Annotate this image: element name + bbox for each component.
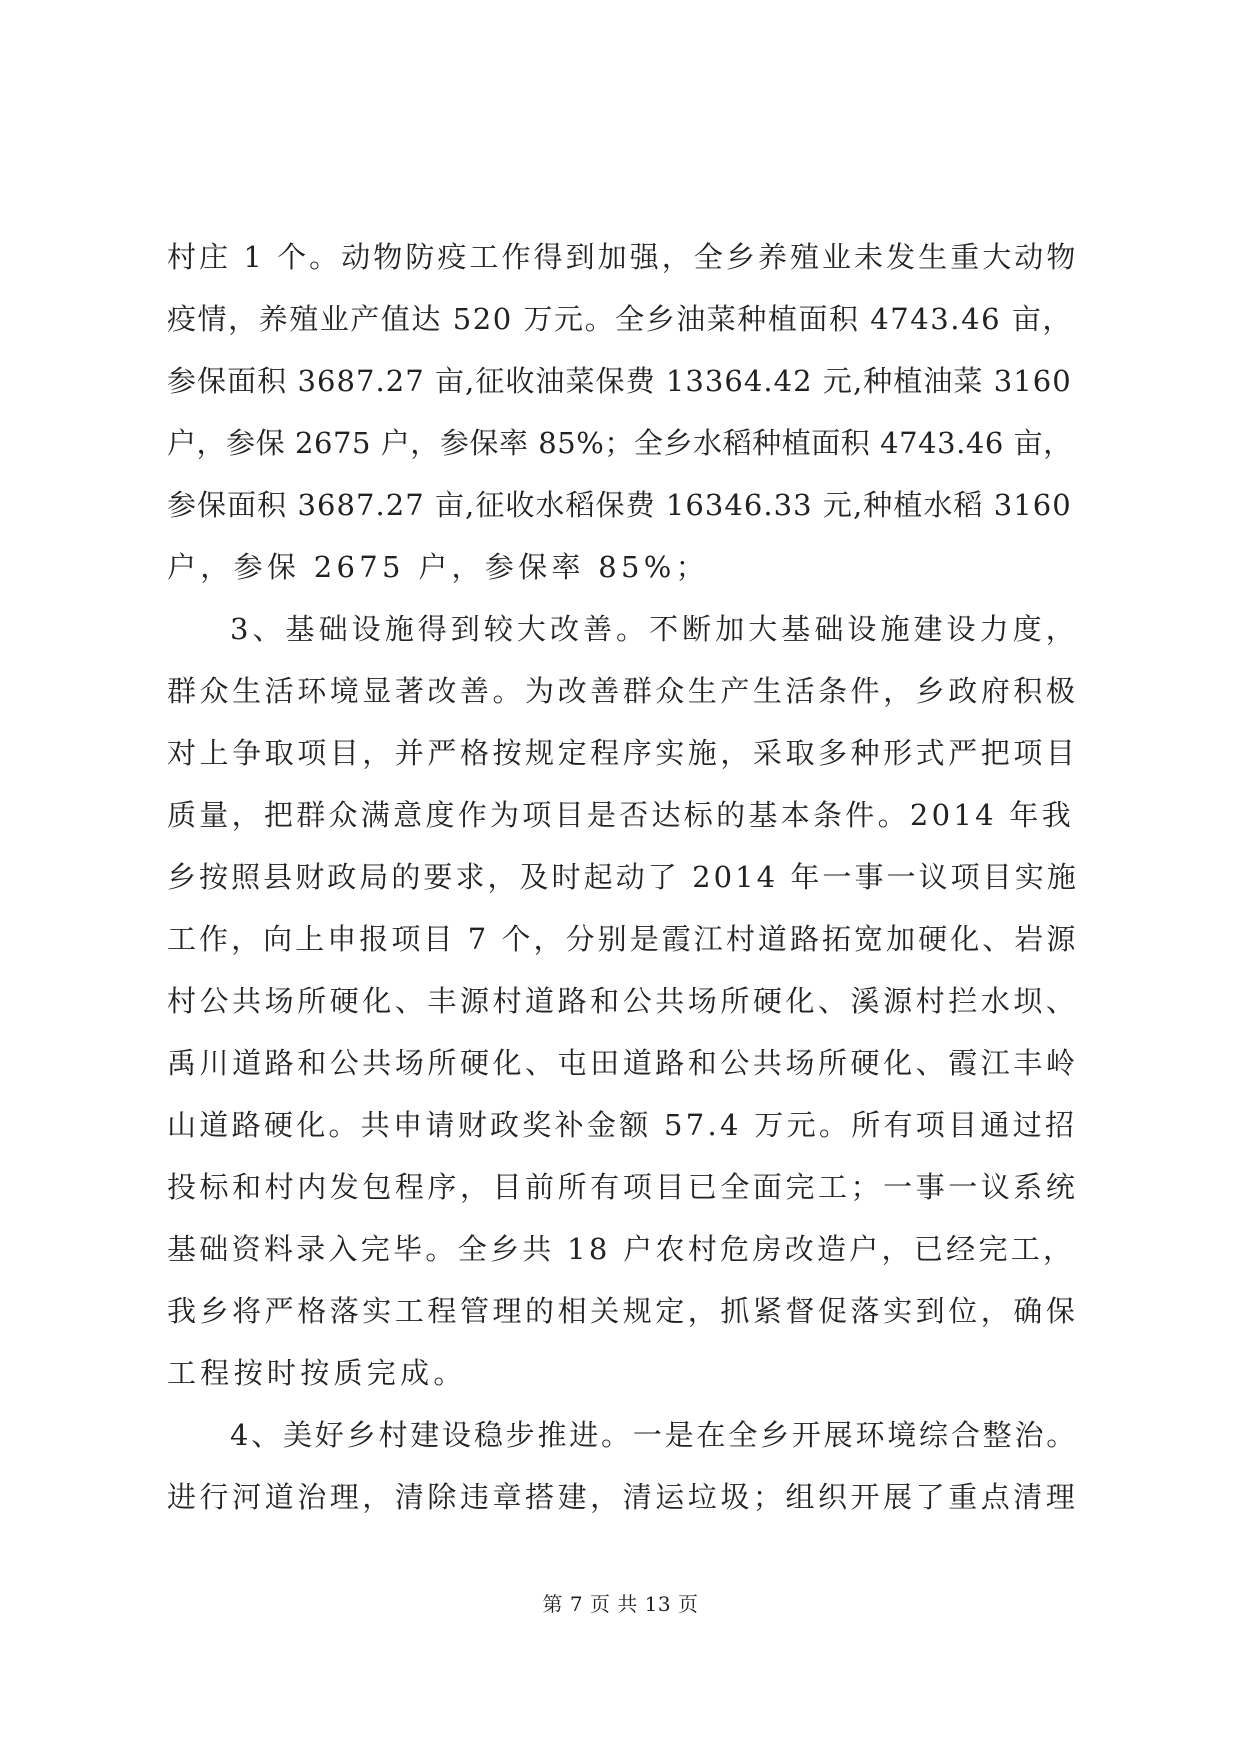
text-line: 工作，向上申报项目 7 个，分别是霞江村道路拓宽加硬化、岩源 (167, 922, 1079, 956)
text-line: 山道路硬化。共申请财政奖补金额 57.4 万元。所有项目通过招 (167, 1108, 1078, 1142)
text-line: 参保面积 3687.27 亩,征收水稻保费 16346.33 元,种植水稻 3160 (167, 488, 1072, 522)
document-body (167, 226, 1079, 1528)
text-line: 村庄 1 个。动物防疫工作得到加强，全乡养殖业未发生重大动物 (167, 240, 1079, 274)
text-line: 对上争取项目，并严格按规定程序实施，采取多种形式严把项目 (167, 736, 1079, 770)
text-line: 投标和村内发包程序，目前所有项目已全面完工；一事一议系统 (167, 1170, 1079, 1204)
text-line: 我乡将严格落实工程管理的相关规定，抓紧督促落实到位，确保 (167, 1294, 1079, 1328)
text-line: 基础资料录入完毕。全乡共 18 户农村危房改造户，已经完工， (167, 1232, 1076, 1266)
text-line: 进行河道治理，清除违章搭建，清运垃圾；组织开展了重点清理 (167, 1480, 1079, 1514)
text-line: 户，参保 2675 户，参保率 85%； (167, 550, 709, 584)
text-line: 疫情，养殖业产值达 520 万元。全乡油菜种植面积 4743.46 亩， (167, 302, 1073, 336)
text-line: 户，参保 2675 户，参保率 85%；全乡水稻种植面积 4743.46 亩， (167, 426, 1073, 460)
page-number-footer: 第 7 页 共 13 页 (542, 1592, 699, 1616)
text-line: 质量，把群众满意度作为项目是否达标的基本条件。2014 年我 (167, 798, 1075, 832)
paragraph-heading-line: 4、美好乡村建设稳步推进。一是在全乡开展环境综合整治。 (230, 1418, 1079, 1452)
text-line: 禹川道路和公共场所硬化、屯田道路和公共场所硬化、霞江丰岭 (167, 1046, 1079, 1080)
text-line: 参保面积 3687.27 亩,征收油菜保费 13364.42 元,种植油菜 3160 (167, 364, 1072, 398)
text-line: 工程按时按质完成。 (167, 1356, 467, 1390)
text-line: 群众生活环境显著改善。为改善群众生产生活条件，乡政府积极 (167, 674, 1079, 708)
text-line: 乡按照县财政局的要求，及时起动了 2014 年一事一议项目实施 (167, 860, 1079, 894)
text-line: 村公共场所硬化、丰源村道路和公共场所硬化、溪源村拦水坝、 (167, 984, 1079, 1018)
paragraph-heading-line: 3、基础设施得到较大改善。不断加大基础设施建设力度， (230, 612, 1079, 646)
